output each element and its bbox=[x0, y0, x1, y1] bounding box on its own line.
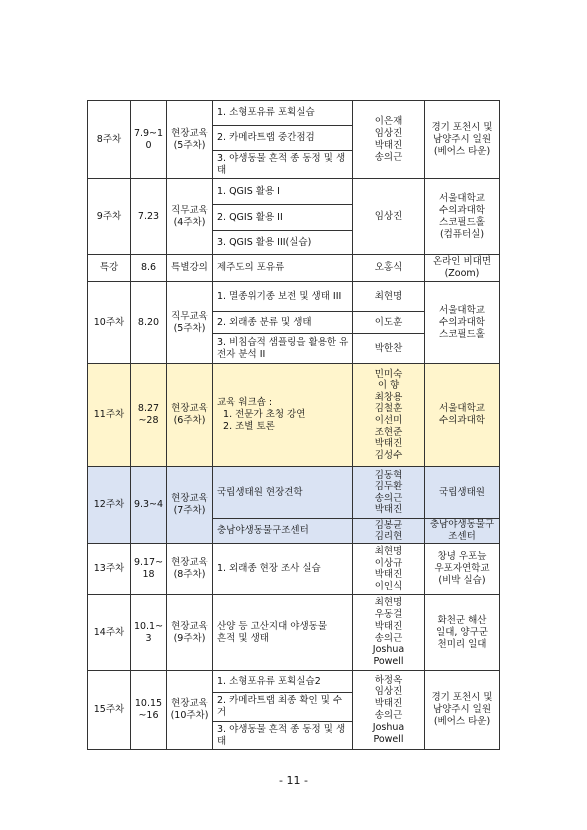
row-week-13 bbox=[88, 544, 500, 595]
type-cell: 현장교육 (6주차) bbox=[167, 364, 213, 467]
type-cell: 현장교육 (8주차) bbox=[167, 544, 213, 595]
topic-cell: 2. 카메라트랩 중간점검 bbox=[213, 126, 353, 151]
place-cell: 경기 포천시 및 남양주시 일원 (베어스 타운) bbox=[425, 671, 500, 750]
week-cell: 15주차 bbox=[88, 671, 131, 750]
topic-cell: 3. 비침습적 샘플링을 활용한 유전자 분석 II bbox=[213, 334, 353, 364]
type-cell: 현장교육 (10주차) bbox=[167, 671, 213, 750]
place-cell: 서울대학교 수의과대학 스코필드홀 (컴퓨터실) bbox=[425, 179, 500, 255]
week-cell: 10주차 bbox=[88, 282, 131, 364]
row-special bbox=[88, 255, 500, 282]
topic-cell: 산양 등 고산지대 야생동물 흔적 및 생태 bbox=[213, 595, 353, 671]
topic-cell: 교육 워크숍 : 1. 전문가 초청 강연 2. 조별 토론 bbox=[213, 364, 353, 467]
staff-cell: 하정옥 임상진 박태진 송의근 Joshua Powell bbox=[353, 671, 425, 750]
staff-cell: 이도훈 bbox=[353, 312, 425, 334]
row-week-10 bbox=[88, 282, 500, 312]
week-cell: 9주차 bbox=[88, 179, 131, 255]
type-cell: 직무교육 (5주차) bbox=[167, 282, 213, 364]
type-cell: 현장교육 (9주차) bbox=[167, 595, 213, 671]
week-cell: 12주차 bbox=[88, 467, 131, 544]
topic-cell: 2. QGIS 활용 II bbox=[213, 205, 353, 231]
staff-cell: 박한찬 bbox=[353, 334, 425, 364]
topic-cell: 3. QGIS 활용 III(실습) bbox=[213, 231, 353, 255]
place-cell: 창녕 우포늪 우포자연학교 (비박 실습) bbox=[425, 544, 500, 595]
staff-cell: 김봉균 김리현 bbox=[353, 519, 425, 544]
staff-cell: 최현명 우동걸 박태진 송의근 Joshua Powell bbox=[353, 595, 425, 671]
date-cell: 7.23 bbox=[131, 179, 167, 255]
topic-cell: 3. 야생동물 흔적 종 동정 및 생태 bbox=[213, 722, 353, 750]
date-cell: 8.27 ~28 bbox=[131, 364, 167, 467]
date-cell: 9.17~ 18 bbox=[131, 544, 167, 595]
place-cell: 화천군 해산 일대, 양구군 천미리 일대 bbox=[425, 595, 500, 671]
topic-cell: 1. 소형포유류 포획실습2 bbox=[213, 671, 353, 693]
type-cell: 현장교육 (5주차) bbox=[167, 101, 213, 179]
topic-cell: 2. 외래종 분류 및 생태 bbox=[213, 312, 353, 334]
place-cell: 충남야생동물구 조센터 bbox=[425, 519, 500, 544]
place-cell: 서울대학교 수의과대학 bbox=[425, 364, 500, 467]
topic-cell: 충남야생동물구조센터 bbox=[213, 519, 353, 544]
type-cell: 특별강의 bbox=[167, 255, 213, 282]
place-cell: 서울대학교 수의과대학 스코필드홀 bbox=[425, 282, 500, 364]
staff-cell: 오홍식 bbox=[353, 255, 425, 282]
date-cell: 8.20 bbox=[131, 282, 167, 364]
topic-cell: 제주도의 포유류 bbox=[213, 255, 353, 282]
page-number: - 11 - bbox=[279, 774, 308, 787]
week-cell: 14주차 bbox=[88, 595, 131, 671]
topic-cell: 국립생태원 현장견학 bbox=[213, 467, 353, 519]
topic-cell: 2. 카메라트랩 최종 확인 및 수거 bbox=[213, 693, 353, 722]
place-cell: 온라인 비대면 (Zoom) bbox=[425, 255, 500, 282]
row-week-14 bbox=[88, 595, 500, 671]
row-week-8 bbox=[88, 101, 500, 126]
week-cell: 8주차 bbox=[88, 101, 131, 179]
date-cell: 8.6 bbox=[131, 255, 167, 282]
topic-cell: 3. 야생동물 흔적 종 동정 및 생태 bbox=[213, 151, 353, 179]
place-cell: 경기 포천시 및 남양주시 일원 (베어스 타운) bbox=[425, 101, 500, 179]
topic-cell: 1. 외래종 현장 조사 실습 bbox=[213, 544, 353, 595]
week-cell: 13주차 bbox=[88, 544, 131, 595]
topic-cell: 1. 소형포유류 포획실습 bbox=[213, 101, 353, 126]
date-cell: 10.1~ 3 bbox=[131, 595, 167, 671]
schedule-table bbox=[87, 100, 500, 750]
staff-cell: 이은재 임상진 박태진 송의근 bbox=[353, 101, 425, 179]
row-week-11 bbox=[88, 364, 500, 467]
place-cell: 국립생태원 bbox=[425, 467, 500, 519]
date-cell: 7.9~1 0 bbox=[131, 101, 167, 179]
topic-cell: 1. 멸종위기종 보전 및 생태 III bbox=[213, 282, 353, 312]
date-cell: 9.3~4 bbox=[131, 467, 167, 544]
staff-cell: 김동혁 김두환 송의근 박태진 bbox=[353, 467, 425, 519]
type-cell: 현장교육 (7주차) bbox=[167, 467, 213, 544]
row-week-12 bbox=[88, 467, 500, 519]
staff-cell: 최현명 bbox=[353, 282, 425, 312]
week-cell: 특강 bbox=[88, 255, 131, 282]
staff-cell: 임상진 bbox=[353, 179, 425, 255]
staff-cell: 최현명 이상규 박태진 이인식 bbox=[353, 544, 425, 595]
type-cell: 직무교육 (4주차) bbox=[167, 179, 213, 255]
date-cell: 10.15 ~16 bbox=[131, 671, 167, 750]
week-cell: 11주차 bbox=[88, 364, 131, 467]
row-week-15 bbox=[88, 671, 500, 693]
staff-cell: 민미숙 이 향 최창용 김철훈 이선미 조현준 박태진 김성수 bbox=[353, 364, 425, 467]
topic-cell: 1. QGIS 활용 I bbox=[213, 179, 353, 205]
row-week-9 bbox=[88, 179, 500, 205]
